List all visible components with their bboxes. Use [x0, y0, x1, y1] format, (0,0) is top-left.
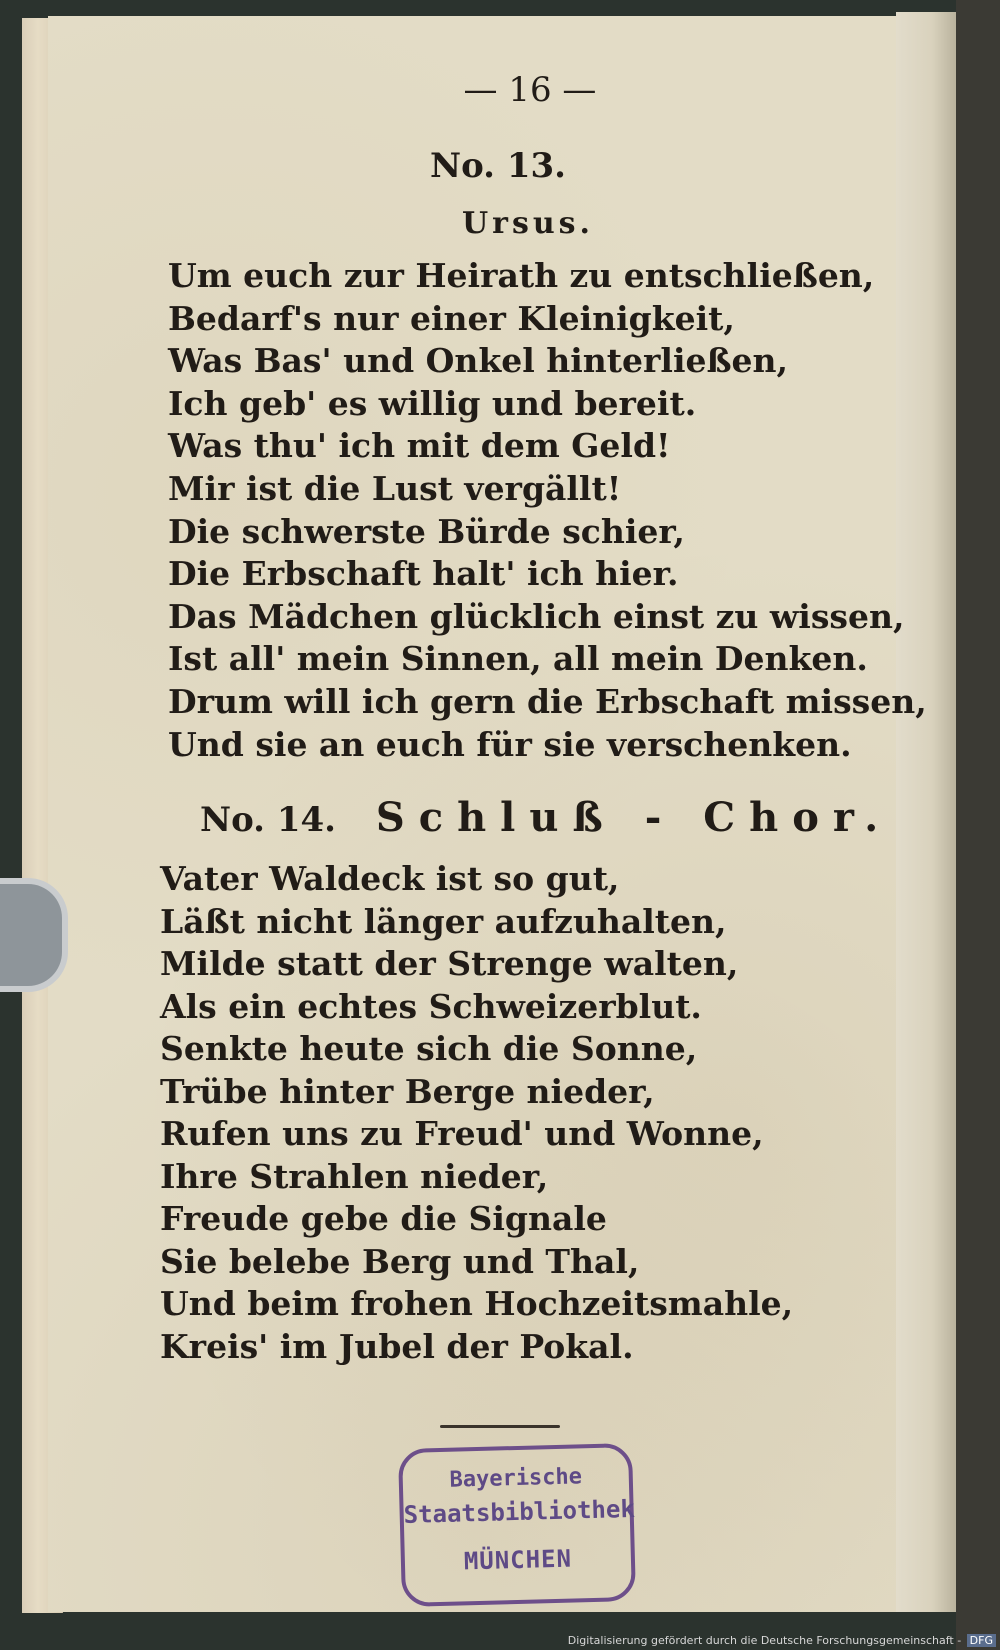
lyric-line: Freude gebe die Signale: [160, 1199, 607, 1238]
lyric-line: Rufen uns zu Freud' und Wonne,: [160, 1114, 764, 1153]
lyric-line: Ihre Strahlen nieder,: [160, 1156, 549, 1196]
lyric-line: Was thu' ich mit dem Geld!: [168, 426, 671, 466]
lyric-line: Senkte heute sich die Sonne,: [160, 1029, 698, 1068]
digitization-credit: [568, 1634, 996, 1647]
section-heading-14: [200, 794, 892, 841]
closing-rule: [440, 1425, 560, 1428]
library-stamp: [398, 1443, 636, 1607]
section-title: Schluß - Chor.: [375, 794, 893, 841]
stamp-line-2: Staatsbibliothek: [403, 1494, 636, 1529]
lyric-line: Trübe hinter Berge nieder,: [160, 1071, 655, 1111]
lyric-line: Drum will ich gern die Erbschaft missen,: [168, 681, 927, 721]
stamp-line-3: MÜNCHEN: [463, 1544, 573, 1576]
lyric-line: Läßt nicht länger aufzuhalten,: [160, 901, 727, 941]
lyric-line: Bedarf's nur einer Kleinigkeit,: [168, 298, 735, 338]
lyric-line: Und sie an euch für sie verschenken.: [168, 724, 852, 764]
lyric-line: Das Mädchen glücklich einst zu wissen,: [168, 596, 905, 636]
lyric-line: Kreis' im Jubel der Pokal.: [160, 1326, 634, 1366]
lyric-line: Als ein echtes Schweizerblut.: [160, 986, 702, 1026]
section-number: No. 14.: [200, 800, 336, 840]
stamp-line-1: Bayerische: [449, 1464, 583, 1493]
section-heading-13: No. 13.: [430, 146, 566, 186]
page-number: — 16 —: [463, 70, 597, 110]
lyric-line: Mir ist die Lust vergällt!: [168, 468, 622, 508]
dfg-logo: DFG: [967, 1634, 996, 1647]
song-lyrics-13: [168, 255, 927, 766]
lyric-line: Die Erbschaft halt' ich hier.: [168, 554, 679, 594]
credit-text: Digitalisierung gefördert durch die Deutsche Forschungsgemeinschaft -: [567, 1634, 962, 1647]
lyric-line: Was Bas' und Onkel hinterließen,: [168, 341, 789, 381]
lyric-line: Sie belebe Berg und Thal,: [160, 1241, 640, 1281]
song-lyrics-14: [160, 858, 793, 1368]
lyric-line: Und beim frohen Hochzeitsmahle,: [160, 1284, 794, 1323]
lyric-line: Vater Waldeck ist so gut,: [160, 859, 620, 898]
lyric-line: Die schwerste Bürde schier,: [168, 511, 685, 551]
lyric-line: Ist all' mein Sinnen, all mein Denken.: [168, 639, 868, 679]
lyric-line: Ich geb' es willig und bereit.: [168, 383, 697, 423]
lyric-line: Milde statt der Strenge walten,: [160, 944, 739, 983]
lyric-line: Um euch zur Heirath zu entschließen,: [168, 256, 875, 295]
speaker-name: Ursus.: [462, 206, 595, 241]
